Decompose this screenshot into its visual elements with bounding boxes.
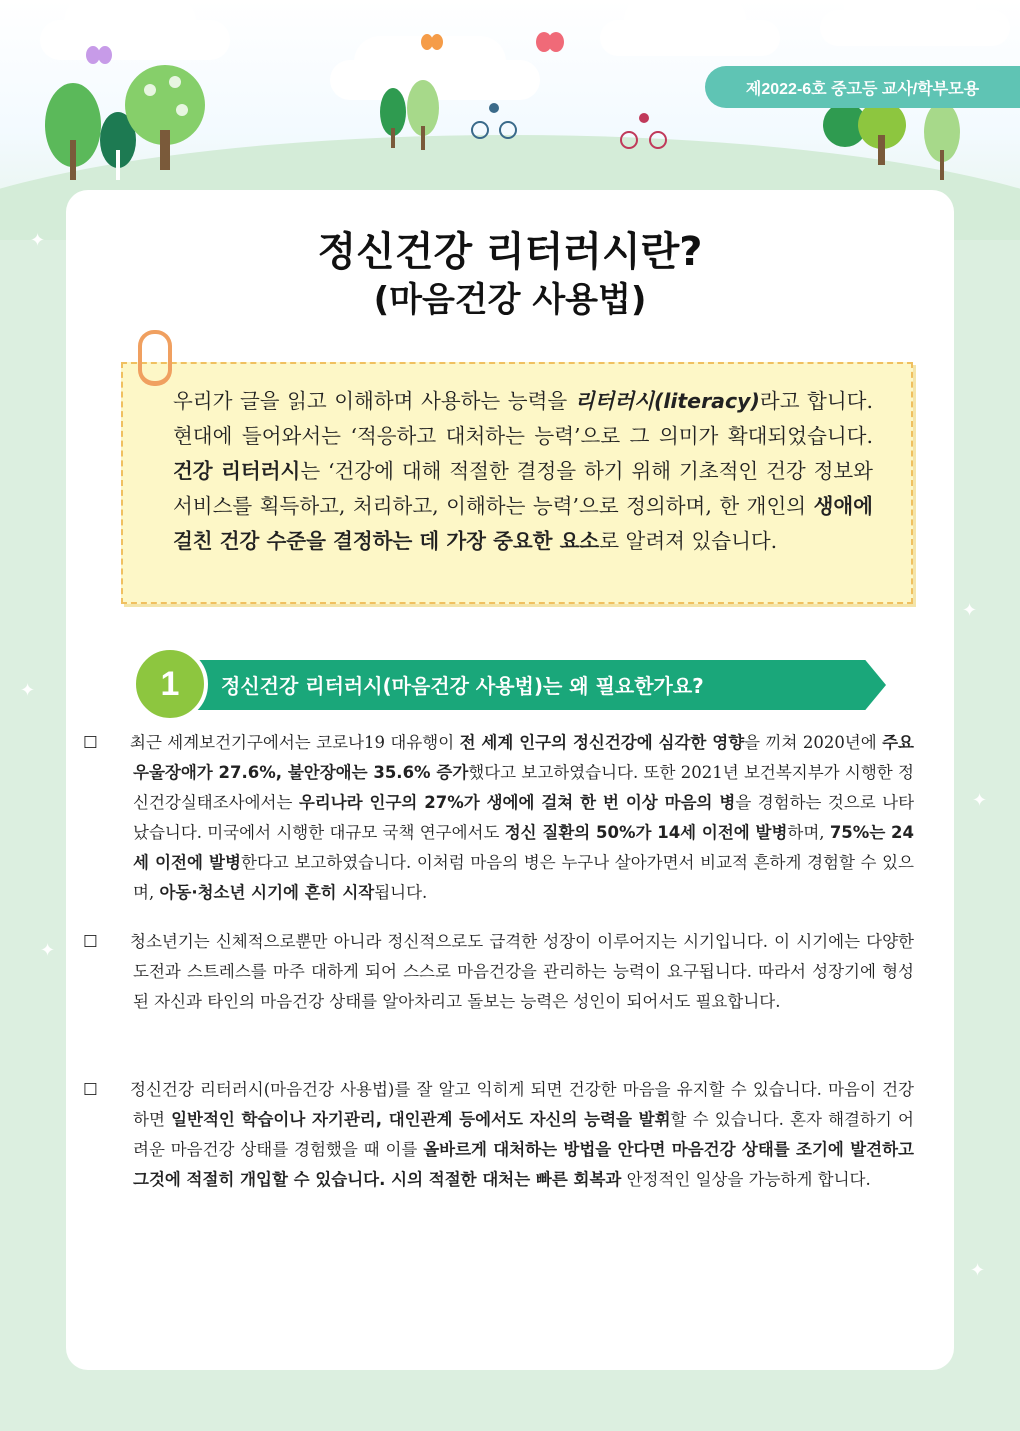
paragraph-3 xyxy=(83,1075,914,1195)
sparkle-icon: ✦ xyxy=(40,940,56,961)
paragraph-text: 하며, xyxy=(787,823,830,842)
checkbox-bullet: ☐ xyxy=(83,932,98,951)
paragraph-bold: 일반적인 학습이나 자기관리, 대인관계 등에서도 자신의 능력을 발휘 xyxy=(171,1110,671,1129)
paragraph-2 xyxy=(83,927,914,1017)
checkbox-bullet: ☐ xyxy=(83,1080,98,1099)
sparkle-icon: ✦ xyxy=(962,600,978,621)
page-subtitle: (마음건강 사용법) xyxy=(373,280,647,320)
section-number: 1 xyxy=(132,646,208,722)
bicycle-icon xyxy=(470,100,518,140)
sparkle-icon: ✦ xyxy=(20,680,36,701)
paragraph-bold: 75%는 24세 이전에 발병 xyxy=(133,823,915,872)
intro-text-part: 라고 합니다. 현대에 들어와서는 ‘적응하고 대처하는 능력’으로 그 의미가 확대되었습니다. xyxy=(173,389,873,448)
content-card xyxy=(66,190,954,1370)
paragraph-bold: 주요우울장애가 27.6%, 불안장애는 35.6% 증가 xyxy=(133,733,914,782)
paragraph-text: 됩니다. xyxy=(374,883,428,902)
paragraph-bold: 올바르게 대처하는 방법을 안다면 마음건강 상태를 조기에 발견하고 그것에 적절히 개입할 수 있습니다. 시의 적절한 대처는 빠른 회복과 xyxy=(133,1140,914,1189)
intro-text-part: 로 알려져 있습니다. xyxy=(599,529,778,553)
intro-text xyxy=(173,384,873,559)
tree-icon xyxy=(120,60,210,170)
paragraph-text: 정신건강 리터러시(마음건강 사용법)를 잘 알고 익히게 되면 건강한 마음을 유지할 수 있습니다. 마음이 건강하면 xyxy=(130,1080,914,1129)
page-title: 정신건강 리터러시란? xyxy=(317,229,703,275)
sparkle-icon: ✦ xyxy=(972,790,988,811)
paragraph-bold: 아동·청소년 시기에 흔히 시작 xyxy=(159,883,375,902)
butterfly-icon xyxy=(535,30,565,56)
intro-text-part: 우리가 글을 읽고 이해하며 사용하는 능력을 xyxy=(173,389,575,413)
bicycle-icon xyxy=(618,110,670,150)
cloud xyxy=(820,10,940,46)
checkbox-bullet: ☐ xyxy=(83,733,98,752)
butterfly-icon xyxy=(85,45,113,69)
intro-text-part: 는 ‘건강에 대해 적절한 결정을 하기 위해 기초적인 건강 정보와 서비스를 획득하고, 처리하고, 이해하는 능력’으로 정의하며, 한 개인의 xyxy=(173,459,873,518)
intro-bold: 건강 리터러시 xyxy=(173,459,301,483)
paragraph-text: 할 수 있습니다. 혼자 해결하기 어려운 마음건강 상태를 경험했을 때 이를 xyxy=(133,1110,914,1159)
paragraph-text: 을 끼쳐 2020년에 xyxy=(744,733,883,752)
paragraph-text: 했다고 보고하였습니다. 또한 2021년 보건복지부가 시행한 정신건강실태조사에서는 xyxy=(133,763,914,812)
paragraph-text: 최근 세계보건기구에서는 코로나19 대유행이 xyxy=(130,733,460,752)
cloud xyxy=(600,20,710,56)
tree-icon xyxy=(920,100,965,180)
intro-note xyxy=(121,362,913,604)
paragraph-text: 한다고 보고하였습니다. 이처럼 마음의 병은 누구나 살아가면서 비교적 흔하게 경험할 수 있으며, xyxy=(133,853,915,902)
paragraph-bold: 전 세계 인구의 정신건강에 심각한 영향 xyxy=(459,733,745,752)
butterfly-icon xyxy=(420,32,444,54)
paragraph-text: 을 경험하는 것으로 나타났습니다. 미국에서 시행한 대규모 국책 연구에서도 xyxy=(133,793,915,842)
section-title: 정신건강 리터러시(마음건강 사용법)는 왜 필요한가요? xyxy=(221,674,704,698)
intro-bold: 생애에 걸친 건강 수준을 결정하는 데 가장 중요한 요소 xyxy=(173,494,873,553)
paragraph-text: 안정적인 일상을 가능하게 합니다. xyxy=(621,1170,871,1189)
paragraph-text: 청소년기는 신체적으로뿐만 아니라 정신적으로도 급격한 성장이 이루어지는 시기입니다. 이 시기에는 다양한 도전과 스트레스를 마주 대하게 되어 스스로 마음건강을 관리하는 능력이 요구됩니다. 따라서 성장기에 형성된 자신과 타인의 마음건강 상태를 알아차리고 돌보는 능력은 성인이 되어서도 필요합니다. xyxy=(130,932,914,1011)
issue-badge: 제2022-6호 중고등 교사/학부모용 xyxy=(705,66,1020,108)
paragraph-1 xyxy=(83,728,915,908)
paperclip-icon xyxy=(138,330,172,386)
sparkle-icon: ✦ xyxy=(970,1260,986,1281)
tree-icon xyxy=(405,80,441,150)
paragraph-bold: 정신 질환의 50%가 14세 이전에 발병 xyxy=(504,823,788,842)
tree-icon xyxy=(378,88,408,148)
intro-emphasis: 리터러시(literacy) xyxy=(574,389,760,413)
paragraph-bold: 우리나라 인구의 27%가 생에에 걸쳐 한 번 이상 마음의 병 xyxy=(298,793,736,812)
sparkle-icon: ✦ xyxy=(30,230,46,251)
